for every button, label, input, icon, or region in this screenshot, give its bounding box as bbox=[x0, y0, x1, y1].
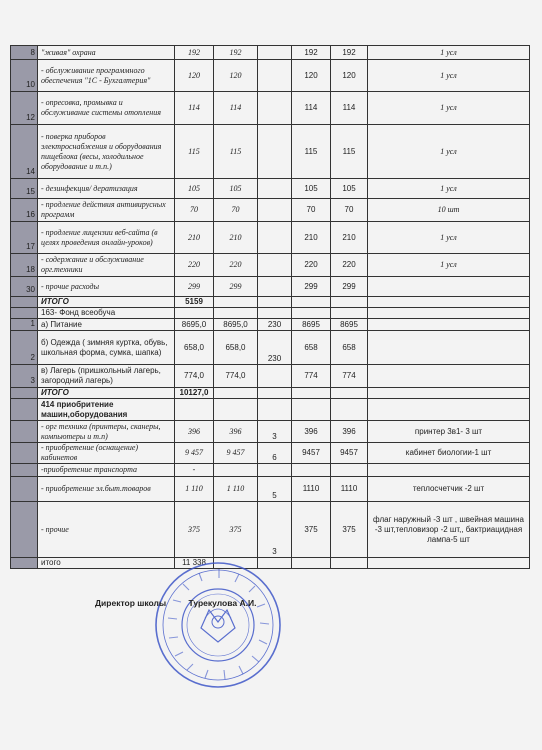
amount-cell: 8695 bbox=[331, 319, 368, 331]
amount-cell: 299 bbox=[331, 277, 368, 297]
note-cell bbox=[368, 297, 530, 308]
description-cell: - орг техника (принтеры, сканеры, компьютеры и т.п) bbox=[38, 421, 175, 443]
row-number-cell: 14 bbox=[11, 125, 38, 179]
code-cell bbox=[258, 179, 292, 199]
row-number-cell bbox=[11, 297, 38, 308]
amount-cell bbox=[292, 558, 331, 569]
amount-cell: 774 bbox=[331, 365, 368, 388]
row-number-cell: 12 bbox=[11, 92, 38, 125]
amount-cell bbox=[331, 399, 368, 421]
table-row bbox=[11, 399, 530, 421]
amount-cell: 70 bbox=[292, 199, 331, 222]
table-row bbox=[11, 502, 530, 558]
amount-cell bbox=[331, 558, 368, 569]
note-cell bbox=[368, 277, 530, 297]
table-row bbox=[11, 443, 530, 464]
amount-cell: 658,0 bbox=[175, 331, 214, 365]
table-row bbox=[11, 277, 530, 297]
table-row bbox=[11, 179, 530, 199]
note-cell bbox=[368, 331, 530, 365]
row-number-cell bbox=[11, 558, 38, 569]
note-cell bbox=[368, 558, 530, 569]
note-cell: 1 усл bbox=[368, 125, 530, 179]
code-cell: 230 bbox=[258, 319, 292, 331]
amount-cell: 210 bbox=[175, 222, 214, 254]
amount-cell: 299 bbox=[214, 277, 258, 297]
note-cell: 1 усл bbox=[368, 60, 530, 92]
amount-cell: 120 bbox=[292, 60, 331, 92]
code-cell: 230 bbox=[258, 331, 292, 365]
amount-cell: 299 bbox=[175, 277, 214, 297]
code-cell bbox=[258, 277, 292, 297]
description-cell: - приобретение (оснащение) кабинетов bbox=[38, 443, 175, 464]
table-row bbox=[11, 125, 530, 179]
amount-cell: 114 bbox=[292, 92, 331, 125]
code-cell: 6 bbox=[258, 443, 292, 464]
amount-cell: 9 457 bbox=[214, 443, 258, 464]
amount-cell: 114 bbox=[214, 92, 258, 125]
table-row bbox=[11, 92, 530, 125]
description-cell: б) Одежда ( зимняя куртка, обувь, школьная форма, сумка, шапка) bbox=[38, 331, 175, 365]
amount-cell bbox=[214, 399, 258, 421]
note-cell: 10 шт bbox=[368, 199, 530, 222]
description-cell: в) Лагерь (пришкольный лагерь, загородний лагерь) bbox=[38, 365, 175, 388]
amount-cell: 70 bbox=[331, 199, 368, 222]
code-cell bbox=[258, 60, 292, 92]
amount-cell: 114 bbox=[175, 92, 214, 125]
amount-cell: 375 bbox=[175, 502, 214, 558]
amount-cell bbox=[292, 464, 331, 477]
table-row bbox=[11, 254, 530, 277]
description-cell: - содержание и обслуживание орг.техники bbox=[38, 254, 175, 277]
amount-cell bbox=[214, 388, 258, 399]
amount-cell: 210 bbox=[292, 222, 331, 254]
note-cell: флаг наружный -3 шт , швейная машина -3 шт,тепловизор -2 шт,, бактриацидная лампа-5 шт bbox=[368, 502, 530, 558]
amount-cell: 120 bbox=[331, 60, 368, 92]
description-cell: а) Питание bbox=[38, 319, 175, 331]
signature-line bbox=[95, 598, 256, 608]
amount-cell: 10127,0 bbox=[175, 388, 214, 399]
amount-cell: 8695 bbox=[292, 319, 331, 331]
note-cell bbox=[368, 308, 530, 319]
note-cell: 1 усл bbox=[368, 46, 530, 60]
row-number-cell bbox=[11, 399, 38, 421]
amount-cell: 105 bbox=[292, 179, 331, 199]
code-cell bbox=[258, 199, 292, 222]
row-number-cell bbox=[11, 388, 38, 399]
description-cell: - продление лицензии веб-сайта (в целях проведения онлайн-уроков) bbox=[38, 222, 175, 254]
code-cell bbox=[258, 254, 292, 277]
amount-cell: 5159 bbox=[175, 297, 214, 308]
code-cell bbox=[258, 464, 292, 477]
description-cell: 163- Фонд всеобуча bbox=[38, 308, 175, 319]
amount-cell: 1110 bbox=[292, 477, 331, 502]
code-cell bbox=[258, 388, 292, 399]
code-cell: 3 bbox=[258, 421, 292, 443]
note-cell bbox=[368, 365, 530, 388]
table-row bbox=[11, 421, 530, 443]
amount-cell: 1110 bbox=[331, 477, 368, 502]
amount-cell: 220 bbox=[331, 254, 368, 277]
note-cell: кабинет биологии-1 шт bbox=[368, 443, 530, 464]
amount-cell bbox=[331, 388, 368, 399]
amount-cell: 658,0 bbox=[214, 331, 258, 365]
amount-cell bbox=[214, 464, 258, 477]
code-cell bbox=[258, 297, 292, 308]
amount-cell bbox=[175, 308, 214, 319]
amount-cell: 105 bbox=[331, 179, 368, 199]
table-row bbox=[11, 464, 530, 477]
amount-cell: 210 bbox=[214, 222, 258, 254]
code-cell bbox=[258, 222, 292, 254]
amount-cell: 192 bbox=[214, 46, 258, 60]
amount-cell: 774,0 bbox=[175, 365, 214, 388]
code-cell bbox=[258, 125, 292, 179]
row-number-cell: 16 bbox=[11, 199, 38, 222]
amount-cell: 115 bbox=[175, 125, 214, 179]
amount-cell bbox=[292, 399, 331, 421]
note-cell bbox=[368, 319, 530, 331]
row-number-cell: 2 bbox=[11, 331, 38, 365]
table-row bbox=[11, 308, 530, 319]
row-number-cell: 15 bbox=[11, 179, 38, 199]
description-cell: итого bbox=[38, 558, 175, 569]
table-row bbox=[11, 222, 530, 254]
amount-cell: 299 bbox=[292, 277, 331, 297]
amount-cell: 1 110 bbox=[175, 477, 214, 502]
row-number-cell bbox=[11, 477, 38, 502]
amount-cell: 220 bbox=[292, 254, 331, 277]
table-row bbox=[11, 365, 530, 388]
amount-cell bbox=[331, 297, 368, 308]
table-row bbox=[11, 46, 530, 60]
description-cell: 414 приобритение машин,оборудования bbox=[38, 399, 175, 421]
director-title: Директор школы bbox=[95, 598, 167, 608]
row-number-cell: 18 bbox=[11, 254, 38, 277]
amount-cell: 8695,0 bbox=[214, 319, 258, 331]
amount-cell bbox=[292, 297, 331, 308]
amount-cell: 774,0 bbox=[214, 365, 258, 388]
amount-cell bbox=[331, 464, 368, 477]
amount-cell bbox=[292, 308, 331, 319]
table-row bbox=[11, 388, 530, 399]
amount-cell bbox=[175, 399, 214, 421]
table-row bbox=[11, 60, 530, 92]
row-number-cell bbox=[11, 502, 38, 558]
code-cell: 5 bbox=[258, 477, 292, 502]
description-cell: ИТОГО bbox=[38, 388, 175, 399]
amount-cell: 8695,0 bbox=[175, 319, 214, 331]
amount-cell: 192 bbox=[292, 46, 331, 60]
amount-cell: 396 bbox=[175, 421, 214, 443]
code-cell bbox=[258, 46, 292, 60]
amount-cell: - bbox=[175, 464, 214, 477]
note-cell: 1 усл bbox=[368, 179, 530, 199]
table-row bbox=[11, 199, 530, 222]
budget-table-body bbox=[11, 46, 530, 569]
row-number-cell: 8 bbox=[11, 46, 38, 60]
description-cell: - приобретение эл.быт.товаров bbox=[38, 477, 175, 502]
row-number-cell: 1 bbox=[11, 319, 38, 331]
amount-cell bbox=[214, 297, 258, 308]
code-cell bbox=[258, 308, 292, 319]
amount-cell: 220 bbox=[175, 254, 214, 277]
amount-cell: 396 bbox=[292, 421, 331, 443]
amount-cell: 115 bbox=[331, 125, 368, 179]
amount-cell: 396 bbox=[331, 421, 368, 443]
amount-cell: 1 110 bbox=[214, 477, 258, 502]
row-number-cell: 17 bbox=[11, 222, 38, 254]
row-number-cell bbox=[11, 421, 38, 443]
row-number-cell: 3 bbox=[11, 365, 38, 388]
code-cell: 3 bbox=[258, 502, 292, 558]
amount-cell: 192 bbox=[331, 46, 368, 60]
code-cell bbox=[258, 365, 292, 388]
amount-cell: 375 bbox=[292, 502, 331, 558]
amount-cell: 774 bbox=[292, 365, 331, 388]
row-number-cell bbox=[11, 308, 38, 319]
amount-cell: 375 bbox=[331, 502, 368, 558]
amount-cell bbox=[214, 308, 258, 319]
description-cell: - обслуживание программного обеспечения "1С - Бухгалтерия" bbox=[38, 60, 175, 92]
description-cell: - продление действия антивирусных программ bbox=[38, 199, 175, 222]
row-number-cell: 10 bbox=[11, 60, 38, 92]
row-number-cell bbox=[11, 464, 38, 477]
description-cell: - прочие расходы bbox=[38, 277, 175, 297]
table-row bbox=[11, 319, 530, 331]
director-name: Турекулова А.И. bbox=[188, 598, 257, 608]
amount-cell: 115 bbox=[292, 125, 331, 179]
amount-cell: 9457 bbox=[292, 443, 331, 464]
description-cell: -приобретение транспорта bbox=[38, 464, 175, 477]
amount-cell: 105 bbox=[214, 179, 258, 199]
amount-cell: 120 bbox=[175, 60, 214, 92]
description-cell: - опресовка, промывка и обслуживание системы отопления bbox=[38, 92, 175, 125]
table-row bbox=[11, 331, 530, 365]
note-cell bbox=[368, 399, 530, 421]
amount-cell: 11 338 bbox=[175, 558, 214, 569]
amount-cell: 9457 bbox=[331, 443, 368, 464]
description-cell: "живая" охрана bbox=[38, 46, 175, 60]
amount-cell: 658 bbox=[331, 331, 368, 365]
note-cell: 1 усл bbox=[368, 222, 530, 254]
description-cell: - прочие bbox=[38, 502, 175, 558]
note-cell bbox=[368, 388, 530, 399]
amount-cell bbox=[331, 308, 368, 319]
description-cell: - поверка приборов электроснабжения и оборудования пищеблока (весы, холодильное оборудование и т.п.) bbox=[38, 125, 175, 179]
budget-table bbox=[10, 45, 530, 569]
amount-cell: 192 bbox=[175, 46, 214, 60]
amount-cell: 114 bbox=[331, 92, 368, 125]
amount-cell bbox=[292, 388, 331, 399]
note-cell: 1 усл bbox=[368, 254, 530, 277]
amount-cell: 210 bbox=[331, 222, 368, 254]
note-cell: принтер 3в1- 3 шт bbox=[368, 421, 530, 443]
amount-cell: 70 bbox=[175, 199, 214, 222]
note-cell: 1 усл bbox=[368, 92, 530, 125]
note-cell: теплосчетчик -2 шт bbox=[368, 477, 530, 502]
amount-cell: 70 bbox=[214, 199, 258, 222]
amount-cell: 115 bbox=[214, 125, 258, 179]
table-row bbox=[11, 297, 530, 308]
amount-cell: 120 bbox=[214, 60, 258, 92]
amount-cell: 658 bbox=[292, 331, 331, 365]
row-number-cell bbox=[11, 443, 38, 464]
amount-cell: 105 bbox=[175, 179, 214, 199]
code-cell bbox=[258, 92, 292, 125]
table-row bbox=[11, 477, 530, 502]
amount-cell: 375 bbox=[214, 502, 258, 558]
note-cell bbox=[368, 464, 530, 477]
amount-cell: 396 bbox=[214, 421, 258, 443]
amount-cell: 9 457 bbox=[175, 443, 214, 464]
row-number-cell: 30 bbox=[11, 277, 38, 297]
description-cell: ИТОГО bbox=[38, 297, 175, 308]
code-cell bbox=[258, 399, 292, 421]
amount-cell: 220 bbox=[214, 254, 258, 277]
round-stamp bbox=[153, 560, 283, 690]
description-cell: - дезинфекция/ дератизация bbox=[38, 179, 175, 199]
